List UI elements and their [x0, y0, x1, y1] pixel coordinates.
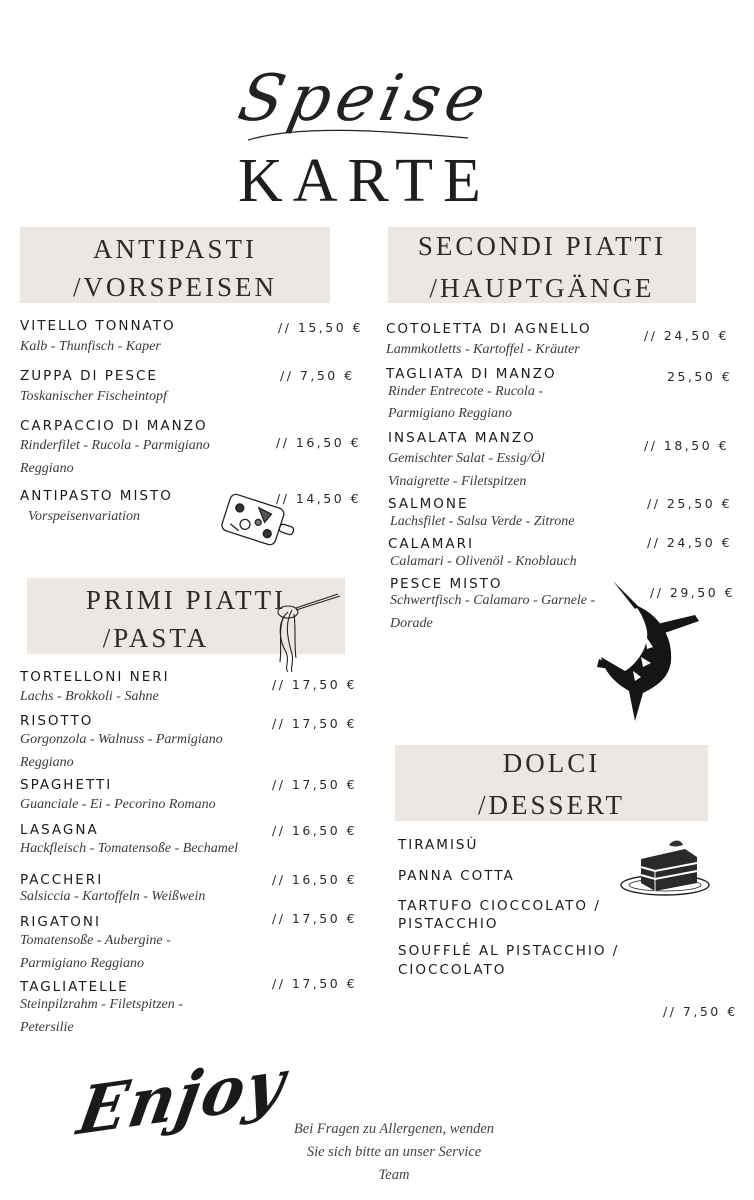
menu-item-name: TAGLIATA DI MANZO [386, 366, 557, 382]
menu-item-name: TAGLIATELLE [20, 979, 129, 995]
menu-item-price: // 24,50 € [647, 535, 733, 550]
cutting-board-icon [214, 488, 300, 558]
dessert-item-name: TIRAMISÙ [398, 837, 479, 853]
menu-item-desc: Guanciale - Ei - Pecorino Romano [20, 797, 216, 812]
menu-item-price: // 16,50 € [276, 435, 362, 450]
allergen-note-line2: Sie sich bitte an unser Service [306, 1144, 482, 1160]
menu-item-desc: Petersilie [20, 1020, 74, 1035]
menu-item-desc: Rinder Entrecote - Rucola - [388, 384, 543, 399]
secondi-title-line2: /HAUPTGÄNGE [429, 273, 655, 303]
menu-item-desc: Kalb - Thunfisch - Kaper [20, 339, 161, 354]
menu-item-price: // 7,50 € [280, 368, 355, 383]
menu-item-name: RISOTTO [20, 713, 94, 729]
menu-item-name: SPAGHETTI [20, 777, 113, 793]
menu-item-name: ANTIPASTO MISTO [20, 488, 173, 504]
menu-item-name: CARPACCIO DI MANZO [20, 418, 208, 434]
menu-item-name: LASAGNA [20, 822, 99, 838]
menu-item-desc: Vinaigrette - Filetspitzen [388, 474, 527, 489]
dessert-item-name: CIOCCOLATO [398, 962, 507, 978]
menu-item-desc: Vorspeisenvariation [28, 509, 140, 524]
menu-item-name: CALAMARI [388, 536, 474, 552]
secondi-title-line1: SECONDI PIATTI [417, 231, 667, 261]
menu-item-price: // 17,50 € [272, 911, 358, 926]
menu-item-desc: Gemischter Salat - Essig/Öl [388, 451, 545, 466]
menu-item-desc: Dorade [390, 616, 433, 631]
menu-item-name: COTOLETTA DI AGNELLO [386, 321, 592, 337]
menu-item-desc: Reggiano [20, 755, 74, 770]
menu-item-name: INSALATA MANZO [388, 430, 536, 446]
menu-item-price: // 16,50 € [272, 872, 358, 887]
primi-title-line1: PRIMI PIATTI [85, 585, 287, 615]
menu-item-name: TORTELLONI NERI [20, 669, 170, 685]
menu-item-price: // 15,50 € [278, 320, 364, 335]
menu-item-price: // 17,50 € [272, 777, 358, 792]
dessert-item-name: PANNA COTTA [398, 868, 515, 884]
dolci-header [395, 745, 708, 821]
antipasti-header [20, 227, 330, 303]
menu-item-price: // 29,50 € [650, 585, 736, 600]
cake-plate-icon [615, 835, 715, 899]
menu-item-desc: Schwertfisch - Calamaro - Garnele - [390, 593, 596, 608]
allergen-note-line1: Bei Fragen zu Allergenen, wenden [293, 1121, 495, 1137]
enjoy-script: Enjoy [72, 1044, 293, 1151]
menu-item-desc: Salsiccia - Kartoffeln - Weißwein [20, 889, 206, 904]
menu-item-desc: Calamari - Olivenöl - Knoblauch [390, 554, 577, 569]
menu-item-desc: Toskanischer Fischeintopf [20, 389, 167, 404]
antipasti-title-line1: ANTIPASTI [92, 234, 258, 264]
menu-item-name: PESCE MISTO [390, 576, 503, 592]
menu-item-desc: Reggiano [20, 461, 74, 476]
menu-item-price: 25,50 € [667, 369, 733, 384]
menu-item-name: VITELLO TONNATO [20, 318, 176, 334]
dessert-price: // 7,50 € [663, 1004, 738, 1019]
menu-item-name: ZUPPA DI PESCE [20, 368, 158, 384]
dolci-title-line2: /DESSERT [478, 790, 625, 820]
menu-item-name: PACCHERI [20, 872, 104, 888]
menu-item-desc: Lachsfilet - Salsa Verde - Zitrone [390, 514, 575, 529]
menu-item-desc: Hackfleisch - Tomatensoße - Bechamel [20, 841, 238, 856]
menu-item-desc: Rinderfilet - Rucola - Parmigiano [20, 438, 210, 453]
menu-item-desc: Gorgonzola - Walnuss - Parmigiano [20, 732, 223, 747]
dessert-item-name: SOUFFLÉ AL PISTACCHIO / [398, 943, 620, 959]
script-title-speise: Speise [232, 62, 498, 136]
allergen-note-line3: Team [378, 1167, 410, 1183]
menu-item-desc: Parmigiano Reggiano [388, 406, 513, 421]
menu-item-desc: Parmigiano Reggiano [20, 956, 145, 971]
menu-item-name: RIGATONI [20, 914, 101, 930]
menu-item-desc: Tomatensoße - Aubergine - [20, 933, 171, 948]
menu-item-price: // 14,50 € [276, 491, 362, 506]
pasta-fork-icon [266, 592, 346, 674]
menu-item-price: // 17,50 € [272, 716, 358, 731]
menu-item-desc: Lachs - Brokkoli - Sahne [20, 689, 159, 704]
page-title-karte: KARTE [238, 147, 491, 215]
menu-item-desc: Lammkotletts - Kartoffel - Kräuter [386, 342, 580, 357]
menu-item-price: // 17,50 € [272, 976, 358, 991]
menu-item-price: // 18,50 € [644, 438, 730, 453]
menu-item-desc: Steinpilzrahm - Filetspitzen - [20, 997, 183, 1012]
menu-item-price: // 24,50 € [644, 328, 730, 343]
primi-title-line2: /PASTA [102, 623, 210, 653]
dolci-title-line1: DOLCI [502, 748, 601, 778]
antipasti-title-line2: /VORSPEISEN [72, 272, 278, 302]
menu-item-price: // 25,50 € [647, 496, 733, 511]
swordfish-icon [595, 575, 705, 725]
dessert-item-name: PISTACCHIO [398, 916, 499, 932]
menu-item-name: SALMONE [388, 496, 469, 512]
menu-item-price: // 17,50 € [272, 677, 358, 692]
menu-item-price: // 16,50 € [272, 823, 358, 838]
secondi-header [388, 227, 696, 303]
dessert-item-name: TARTUFO CIOCCOLATO / [398, 898, 601, 914]
